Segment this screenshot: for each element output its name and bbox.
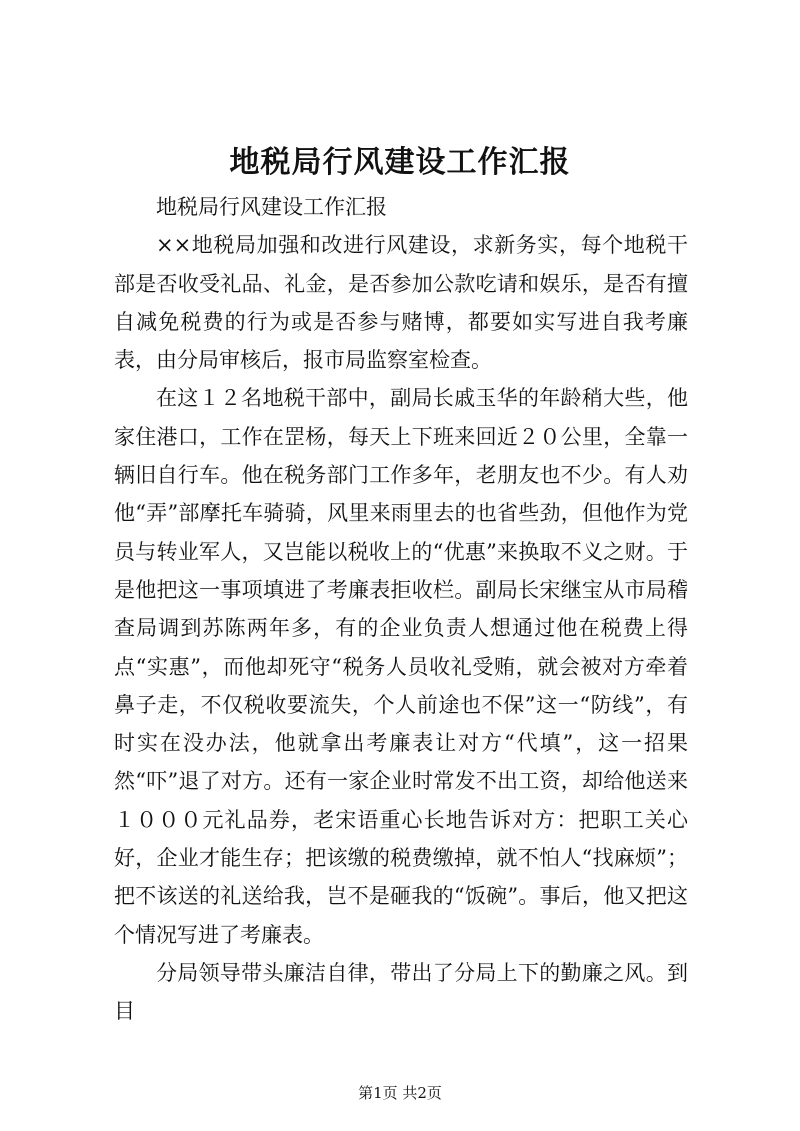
paragraph-subtitle: 地税局行风建设工作汇报 <box>156 195 387 219</box>
document-title: 地税局行风建设工作汇报 <box>229 145 571 180</box>
paragraph: 在这１２名地税干部中，副局长戚玉华的年龄稍大些，他家住港口，工作在罡杨，每天上下班来回近２０公里，全靠一辆旧自行车。他在税务部门工作多年，老朋友也不少。有人劝他“弄”部摩托车骑骑，风里来雨里去的也省些劲，但他作为党员与转业军人，又岂能以税收上的“优惠”来换取不义之财。于是他把这一事项填进了考廉表拒收栏。副局长宋继宝从市局稽查局调到苏陈两年多，有的企业负责人想通过他在税费上得点“实惠”，而他却死守“税务人员收礼受贿，就会被对方牵着鼻子走，不仅税收要流失，个人前途也不保”这一“防线”，有时实在没办法，他就拿出考廉表让对方“代填”，这一招果然“吓”退了对方。还有一家企业时常发不出工资，却给他送来１０００元礼品券，老宋语重心长地告诉对方：把职工关心好，企业才能生存；把该缴的税费缴掉，就不怕人“找麻烦”；把不该送的礼送给我，岂不是砸我的“饭碗”。事后，他又把这个情况写进了考廉表。 <box>114 386 688 947</box>
document-body <box>114 188 688 1031</box>
paragraph: 分局领导带头廉洁自律，带出了分局上下的勤廉之风。到目 <box>114 960 688 1024</box>
paragraph: ××地税局加强和改进行风建设，求新务实，每个地税干部是否收受礼品、礼金，是否参加公款吃请和娱乐，是否有擅自减免税费的行为或是否参与赌博，都要如实写进自我考廉表，由分局审核后，报市局监察室检查。 <box>114 233 688 373</box>
page-footer: 第1页 共2页 <box>358 1084 442 1102</box>
